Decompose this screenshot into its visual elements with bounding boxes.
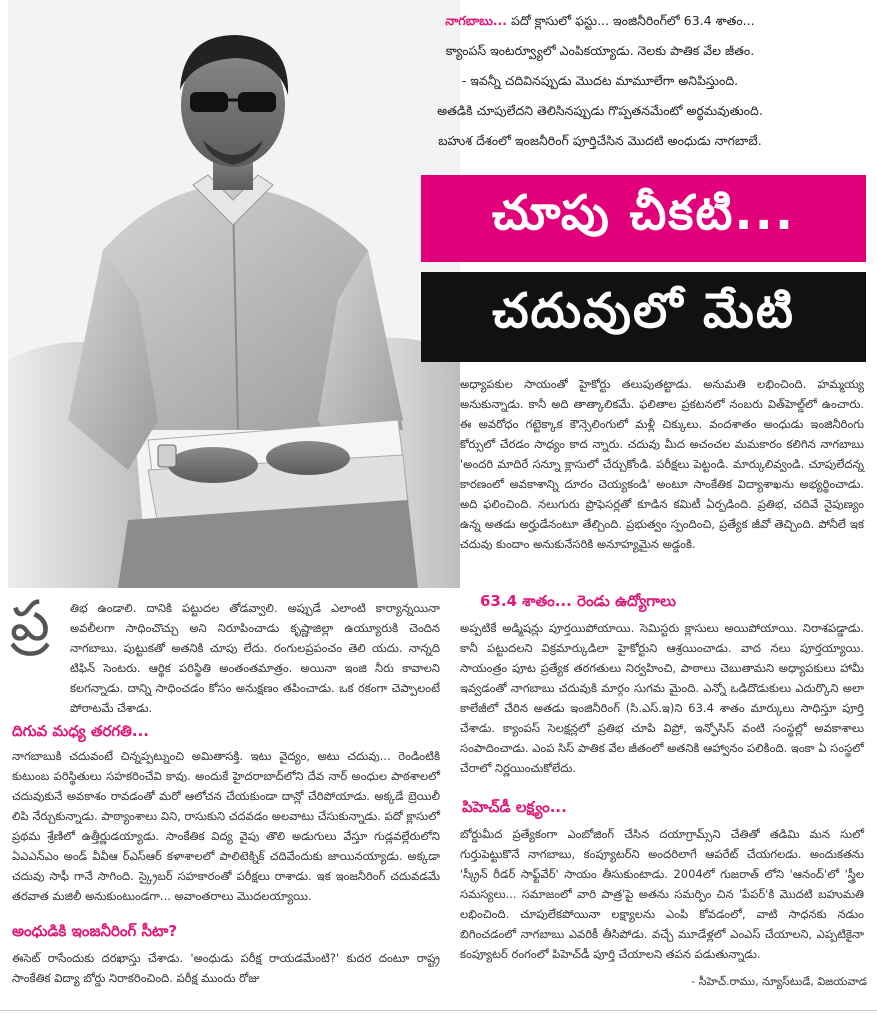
subheading-left-1: దిగువ మధ్య తరగతి... [12, 722, 149, 740]
left-intro-paragraph [70, 598, 440, 718]
right-top-text: అధ్యాపకుల సాయంతో హైకోర్టు తలుపుతట్టాడు. అనుమతి లభించింది. హమ్మయ్య అనుకున్నాడు. కానీ అది తాత్కాలికమే. ఫలితాల ప్రకటనలో నంబరు విత్‌హెల్డ్‌లో ఉంచారు. ఈ అవరోధం గట్టెక్కాక కౌన్సెలింగులో మళ్లీ చిక్కులు. వందశాతం అంధుడు ఇంజినీరింగు కోర్సులో చేరడం సాధ్యం కాద న్నారు. చదువు మీద అచంచల మమకారం కలిగిన నాగబాబు 'అందరి మాదిరే సన్నూ క్లాసులో చేర్చుకోండి. పరీక్షలు పెట్టండి. మార్కులివ్వండి. చూపులేదన్న కారణంలో అవకాశాన్ని దూరం చెయ్యకండి' అంటూ సాంకేతిక విద్యాశాఖను అభ్యర్థించాడు. అది ఫలించింది. నలుగురు ప్రొఫెసర్లతో కూడిన కమిటీ ఏర్పడింది. ప్రతిభ, చదివే నైపుణ్యం ఉన్న అతడు అర్హుడేనంటూ తేల్చింది. ప్రభుత్వం స్పందించి, ప్రత్యేక జీవో తెచ్చింది. పోనీలే ఇక చదువు కుందాం అనుకునేసరికి అనూహ్యమైన అడ్డంకి. [460, 377, 864, 551]
left-mid-paragraph [12, 746, 440, 906]
intro-line-1-rest: పదో క్లాసులో ఫస్టు... ఇంజినీరింగ్‌లో 63.4 శాతం... [507, 13, 755, 28]
intro-line-1 [380, 6, 820, 36]
intro-line-5: బహుశ దేశంలో ఇంజనీరింగ్‌ పూర్తిచేసిన మొదటి అంధుడు నాగబాబే. [438, 133, 762, 148]
headline-banner-pink [421, 175, 866, 262]
right-bottom-paragraph [460, 824, 864, 964]
subheading-left-2: అంధుడికి ఇంజనీరింగ్‌ సీటా? [12, 922, 178, 940]
headline-line-2: చదువులో మేటి [492, 283, 795, 339]
subheading-right-2: పిహెచ్‌డీ లక్ష్యం... [462, 798, 567, 816]
intro-block [380, 6, 820, 156]
headline-banner-black [421, 272, 866, 362]
bottom-rule [0, 1010, 877, 1011]
right-mid-text: అప్పటికే అడ్మిషన్లు పూర్తయిపోయాయి. సెమిస్టరు క్లాసులు అయిపోయాయి. నిరాశపడ్డాడు. కానీ పట్టుదలని విక్రమార్కుడిలా హైకోర్టుని ఆశ్రయించాడు. వాద నలు పూర్తయ్యాయి. సాయంత్రం పూట ప్రత్యేక తరగతులు నిర్వహించి, పాఠాలు చెబుతామని అధ్యాపకులు హామీ ఇవ్వడంతో నాగబాబు చదువుకి మార్గం సుగమ మైంది. ఎన్నో ఒడిదొడుకులు ఎదుర్కొని అలా కాలేజీలో చేరిన అతడు ఇంజినీరింగ్‌ (సి.ఎస్‌.ఇ)ని 63.4 శాతం మార్కులు సాధిస్తూ పూర్తి చేశాడు. క్యాంపస్‌ సెలక్షన్లలో ప్రతిభ చూపి విప్రో, ఇన్ఫోసిస్‌ వంటి సంస్థల్లో అవకాశాలు సంపాదించాడు. ఎంప సిస్‌ పాతిక వేల జీతంలో అతనికి ఆహ్వానం పలికింది. ఇంకా ఏ సంస్థలో చేరాలో నిర్ణయించుకోలేదు. [460, 621, 864, 775]
intro-line-3: - ఇవన్నీ చదివినప్పుడు మొదట మామూలేగా అనిపిస్తుంది. [461, 73, 739, 88]
left-bottom-paragraph [12, 948, 440, 988]
left-text-2: నాగబాబుకి చదువంటే చిన్నప్పట్నుంచి అమితాసక్తి. ఇటు వైద్యం, అటు చదువు... రెండింటికి కుటుంబ పరిస్థితులు సహకరించేవి కావు. అందుకే హైదరాబాద్‌లోని దేవ నార్‌ అంధుల పాఠశాలలో చదువుకునే అవకాశం రావడంతో మరో ఆలోచన చేయకుండా దాన్లో చేరిపోయాడు. అక్కడే బ్రెయిలీ లిపి నేర్చుకున్నాడు. పాఠ్యాంశాలు విని, రాసుకుని చదవడం అలవాటు చేసుకున్నాడు. పదో క్లాసులో ప్రథమ శ్రేణిలో ఉత్తీర్ణుడయ్యాడు. సాంకేతిక విద్య వైపు తొలి అడుగులు వేస్తూ గుడ్లవల్లేరులోని ఏఎఎన్‌ఎం అండ్‌ వీవీఆ ర్‌ఎస్‌ఆర్‌ కళాశాలలో పాలిటెక్నిక్‌ చదివేందుకు జాయినయ్యాడు. అక్కడా చదువు సాఫీ గానే సాగింది. స్క్రైబర్‌ సహకారంతో పరీక్షలు రాశాడు. ఇక ఇంజనీరింగ్‌ చదువడమే తరవాత మజిలీ అనుకుంటుండగా... అవాంతరాలు మొదలయ్యాయి. [12, 749, 440, 903]
right-top-paragraph [460, 374, 864, 554]
headline-line-1: చూపు చీకటి... [491, 184, 796, 241]
intro-name: నాగబాబు... [445, 13, 508, 28]
byline: - సీహెచ్‌.రాము, న్యూస్‌టుడే, విజయవాడ [691, 975, 867, 988]
right-mid-paragraph [460, 618, 864, 778]
subheading-right-1: 63.4 శాతం... రెండు ఉద్యోగాలు [480, 592, 676, 610]
left-text-3: ఈసెట్‌ రాసేందుకు దరఖాస్తు చేశాడు. 'అంధుడు పరీక్ష రాయడమేంటి?' కుదర దంటూ రాష్ట్ర సాంకేతిక విద్యా బోర్డు నిరాకరించింది. పరీక్ష ముందు రోజు [12, 951, 440, 985]
left-text-1: తిభ ఉండాలి. దానికి పట్టుదల తోడవ్వాలి. అప్పుడే ఎలాంటి కార్యాన్నయినా అవలీలగా సాధించొచ్చు అని నిరూపించాడు కృష్ణాజిల్లా ఉయ్యూరుకి చెందిన నాగబాబు. పుట్టుకతో అతనికి చూపు లేదు. రంగులప్రపంచం తెలి యదు. నాన్నది టిఫిన్‌ సెంటరు. ఆర్థిక పరిస్థితి అంతంతమాత్రం. అయినా ఇంజి నీరు కావాలని కలగన్నాడు. దాన్ని సాధించడం కోసం అనుక్షణం తపించాడు. ఒక రకంగా చెప్పాలంటే పోరాటమే చేశాడు. [70, 601, 440, 715]
right-bottom-text: బోర్డుమీద ప్రత్యేకంగా ఎంబోజింగ్‌ చేసిన దయాగ్రామ్స్‌ని చేతితో తడిమి మన సులో గుర్తుపెట్టుకొనే నాగబాబు, కంప్యూటర్‌ని అందరిలాగే ఆపరేట్‌ చేయగలడు. అందుకతను 'స్క్రీన్‌ రీడర్‌ సాఫ్ట్‌వేర్‌' సాయం తీసుకుంటాడు. 2004లో గుజరాత్‌ లోని 'ఆనంద్‌'లో 'స్త్రీల సమస్యలు... సమాజంలో వారి పాత్ర'పై అతను సమర్పిం చిన 'పేపర్‌'కి మొదటి బహుమతి లభించింది. చూపులేకపోయినా లక్ష్యాలను ఎంపి కోవడంలో, వాటి సాధనకు నడుం బిగించడంలో నాగబాబు ఎవరికీ తీసిపోడు. వచ్చే మూడేళ్లలో ఎంఎస్‌ చేయాలని, ఎప్పటికైనా కంప్యూటర్‌ రంగంలో పిహెచ్‌డీ పూర్తి చేయాలని తపన పడుతున్నాడు. [460, 827, 864, 961]
intro-line-2: క్యాంపస్‌ ఇంటర్వ్యూలో ఎంపికయ్యాడు. నెలకు పాతిక వేల జీతం. [445, 43, 755, 58]
drop-cap: ప్ర [10, 589, 50, 654]
intro-line-4: అతడికి చూపులేదని తెలిసినప్పుడు గొప్పతనమేంటో అర్థమవుతుంది. [437, 103, 763, 118]
